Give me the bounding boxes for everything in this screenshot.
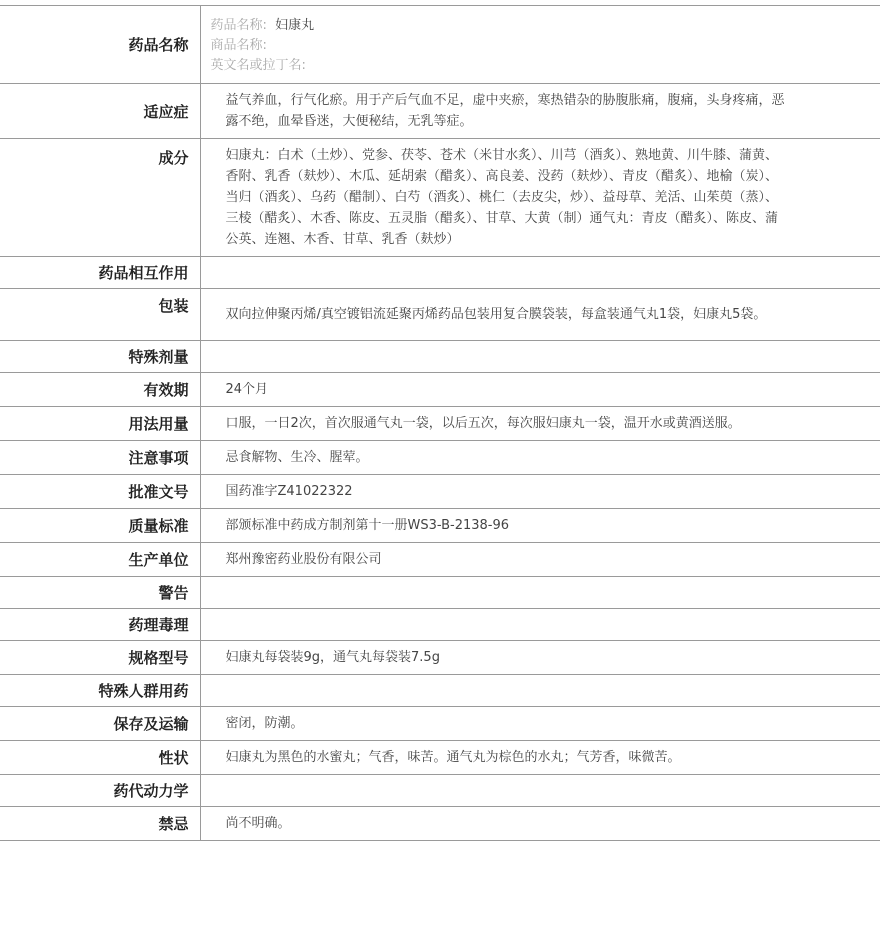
label-usage: 用法用量 <box>0 407 200 441</box>
value-interaction <box>200 257 880 289</box>
row-precautions <box>0 441 880 475</box>
label-ingredients: 成分 <box>0 139 200 257</box>
value-contraindications: 尚不明确。 <box>200 807 880 841</box>
drug-name-value: 妇康丸 <box>275 17 315 33</box>
value-approval: 国药准字Z41022322 <box>200 475 880 509</box>
row-approval <box>0 475 880 509</box>
row-pharmacokinetics <box>0 775 880 807</box>
label-interaction: 药品相互作用 <box>0 257 200 289</box>
label-storage: 保存及运输 <box>0 707 200 741</box>
value-pharmacokinetics <box>200 775 880 807</box>
english-name-line <box>211 56 871 76</box>
row-description <box>0 741 880 775</box>
row-contraindications <box>0 807 880 841</box>
row-special-dose <box>0 341 880 373</box>
value-precautions: 忌食解物、生冷、腥荤。 <box>200 441 880 475</box>
label-special-groups: 特殊人群用药 <box>0 675 200 707</box>
value-manufacturer: 郑州豫密药业股份有限公司 <box>200 543 880 577</box>
value-pharmacology <box>200 609 880 641</box>
label-warning: 警告 <box>0 577 200 609</box>
drug-name-key: 药品名称: <box>210 17 267 33</box>
row-special-groups <box>0 675 880 707</box>
trade-name-key: 商品名称: <box>210 37 267 53</box>
value-packaging: 双向拉伸聚丙烯/真空镀铝流延聚丙烯药品包装用复合膜袋装，每盒装通气丸1袋，妇康丸5袋。 <box>200 289 880 341</box>
value-warning <box>200 577 880 609</box>
label-special-dose: 特殊剂量 <box>0 341 200 373</box>
row-warning <box>0 577 880 609</box>
names-cell <box>200 6 880 84</box>
label-description: 性状 <box>0 741 200 775</box>
label-pharmacokinetics: 药代动力学 <box>0 775 200 807</box>
row-interaction <box>0 257 880 289</box>
label-pharmacology: 药理毒理 <box>0 609 200 641</box>
row-packaging <box>0 289 880 341</box>
label-specification: 规格型号 <box>0 641 200 675</box>
english-name-key: 英文名或拉丁名: <box>210 57 306 73</box>
label-packaging: 包装 <box>0 289 200 341</box>
value-description: 妇康丸为黑色的水蜜丸；气香，味苦。通气丸为棕色的水丸；气芳香，味微苦。 <box>200 741 880 775</box>
value-storage: 密闭，防潮。 <box>200 707 880 741</box>
label-standard: 质量标准 <box>0 509 200 543</box>
value-specification: 妇康丸每袋装9g，通气丸每袋装7.5g <box>200 641 880 675</box>
row-indication <box>0 84 880 139</box>
value-indication: 益气养血，行气化瘀。用于产后气血不足，虚中夹瘀，寒热错杂的胁腹胀痛，腹痛，头身疼痛，恶露不绝，血晕昏迷，大便秘结，无乳等症。 <box>200 84 880 139</box>
value-usage: 口服，一日2次，首次服通气丸一袋，以后五次，每次服妇康丸一袋，温开水或黄酒送服。 <box>200 407 880 441</box>
trade-name-line <box>211 36 871 56</box>
row-drug-names <box>0 6 880 84</box>
row-manufacturer <box>0 543 880 577</box>
value-ingredients: 妇康丸：白术（土炒）、党参、茯苓、苍术（米甘水炙）、川芎（酒炙）、熟地黄、川牛膝、蒲黄、香附、乳香（麸炒）、木瓜、延胡索（醋炙）、高良姜、没药（麸炒）、青皮（醋炙）、地榆（炭）、当归（酒炙）、乌药（醋制）、白芍（酒炙）、桃仁（去皮尖，炒）、益母草、羌活、山茱萸（蒸）、三棱（醋炙）、木香、陈皮、五灵脂（醋炙）、甘草、大黄（制）通气丸：青皮（醋炙）、陈皮、蒲公英、连翘、木香、甘草、乳香（麸炒） <box>200 139 880 257</box>
label-indication: 适应症 <box>0 84 200 139</box>
drug-name-line <box>211 16 871 36</box>
value-shelf-life: 24个月 <box>200 373 880 407</box>
label-contraindications: 禁忌 <box>0 807 200 841</box>
label-manufacturer: 生产单位 <box>0 543 200 577</box>
drug-info-table <box>0 5 880 841</box>
value-standard: 部颁标准中药成方制剂第十一册WS3-B-2138-96 <box>200 509 880 543</box>
label-drug-name: 药品名称 <box>0 6 200 84</box>
row-specification <box>0 641 880 675</box>
row-pharmacology <box>0 609 880 641</box>
value-special-groups <box>200 675 880 707</box>
row-usage <box>0 407 880 441</box>
row-storage <box>0 707 880 741</box>
value-special-dose <box>200 341 880 373</box>
row-standard <box>0 509 880 543</box>
row-ingredients <box>0 139 880 257</box>
row-shelf-life <box>0 373 880 407</box>
label-precautions: 注意事项 <box>0 441 200 475</box>
label-approval: 批准文号 <box>0 475 200 509</box>
label-shelf-life: 有效期 <box>0 373 200 407</box>
